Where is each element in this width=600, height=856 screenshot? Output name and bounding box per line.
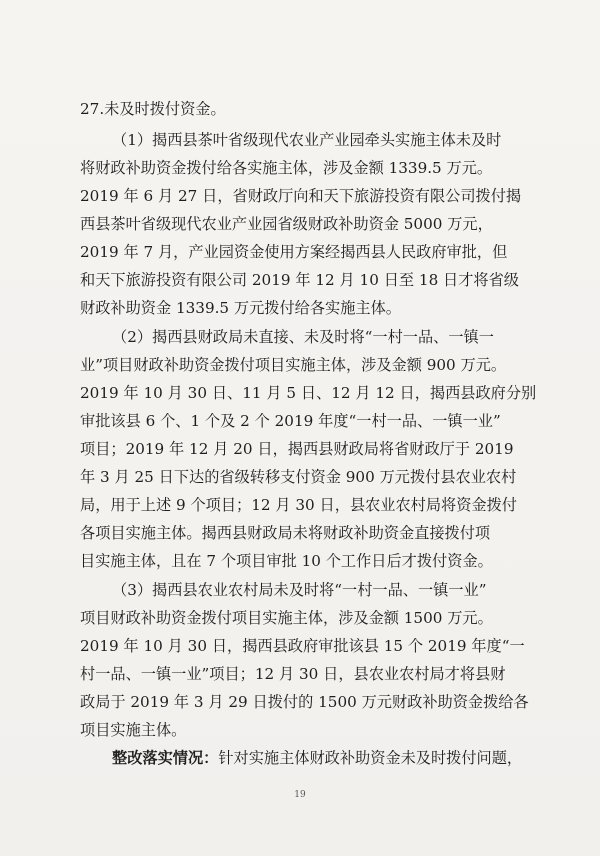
paragraph-line: （3）揭西县农业农村局未及时将“一村一品、一镇一业” [112, 581, 487, 599]
paragraph-line: 和天下旅游投资有限公司 2019 年 12 月 10 日至 18 日才将省级 [80, 271, 519, 289]
paragraph-line: 2019 年 10 月 30 日、11 月 5 日、12 月 12 日，揭西县政府分别 [80, 384, 537, 402]
paragraph-line: 目实施主体，且在 7 个项目审批 10 个工作日后才拨付资金。 [80, 552, 493, 570]
rectification-line [0, 747, 600, 769]
page-number: 19 [294, 790, 306, 800]
paragraph-line: 审批该县 6 个、1 个及 2 个 2019 年度“一村一品、一镇一业” [80, 412, 501, 430]
paragraph-line: （2）揭西县财政局未直接、未及时将“一村一品、一镇一 [112, 328, 494, 346]
paragraph-line: 项目；2019 年 12 月 20 日，揭西县财政局将省财政厅于 2019 [80, 440, 514, 458]
paragraph-line: 2019 年 6 月 27 日，省财政厅向和天下旅游投资有限公司拨付揭 [80, 187, 522, 205]
paragraph-line: 各项目实施主体。揭西县财政局未将财政补助资金直接拨付项 [80, 524, 491, 542]
paragraph-line: 项目财政补助资金拨付项目实施主体，涉及金额 1500 万元。 [80, 609, 493, 627]
rectification-text: 针对实施主体财政补助资金未及时拨付问题， [218, 749, 523, 767]
paragraph-line: 政局于 2019 年 3 月 29 日拨付的 1500 万元财政补助资金拨给各 [80, 693, 529, 711]
paragraph-line: 业”项目财政补助资金拨付项目实施主体，涉及金额 900 万元。 [80, 356, 507, 374]
paragraph-line: 2019 年 10 月 30 日，揭西县政府审批该县 15 个 2019 年度“一 [80, 637, 525, 655]
paragraph-line: 2019 年 7 月，产业园资金使用方案经揭西县人民政府审批，但 [80, 243, 508, 261]
paragraph-line: 西县茶叶省级现代农业产业园省级财政补助资金 5000 万元， [80, 215, 493, 233]
section-heading: 27.未及时拨付资金。 [80, 100, 226, 118]
paragraph-line: 村一品、一镇一业”项目；12 月 30 日，县农业农村局才将县财 [80, 665, 506, 683]
paragraph-line: 年 3 月 25 日下达的省级转移支付资金 900 万元拨付县农业农村 [80, 468, 517, 486]
paragraph-line: （1）揭西县茶叶省级现代农业产业园牵头实施主体未及时 [112, 131, 502, 149]
paragraph-line: 项目实施主体。 [80, 721, 187, 739]
rectification-label: 整改落实情况： [112, 749, 219, 767]
paragraph-line: 财政补助资金 1339.5 万元拨付给各实施主体。 [80, 299, 401, 317]
paragraph-line: 局，用于上述 9 个项目；12 月 30 日，县农业农村局将资金拨付 [80, 496, 517, 514]
paragraph-line: 将财政补助资金拨付给各实施主体，涉及金额 1339.5 万元。 [80, 159, 493, 177]
